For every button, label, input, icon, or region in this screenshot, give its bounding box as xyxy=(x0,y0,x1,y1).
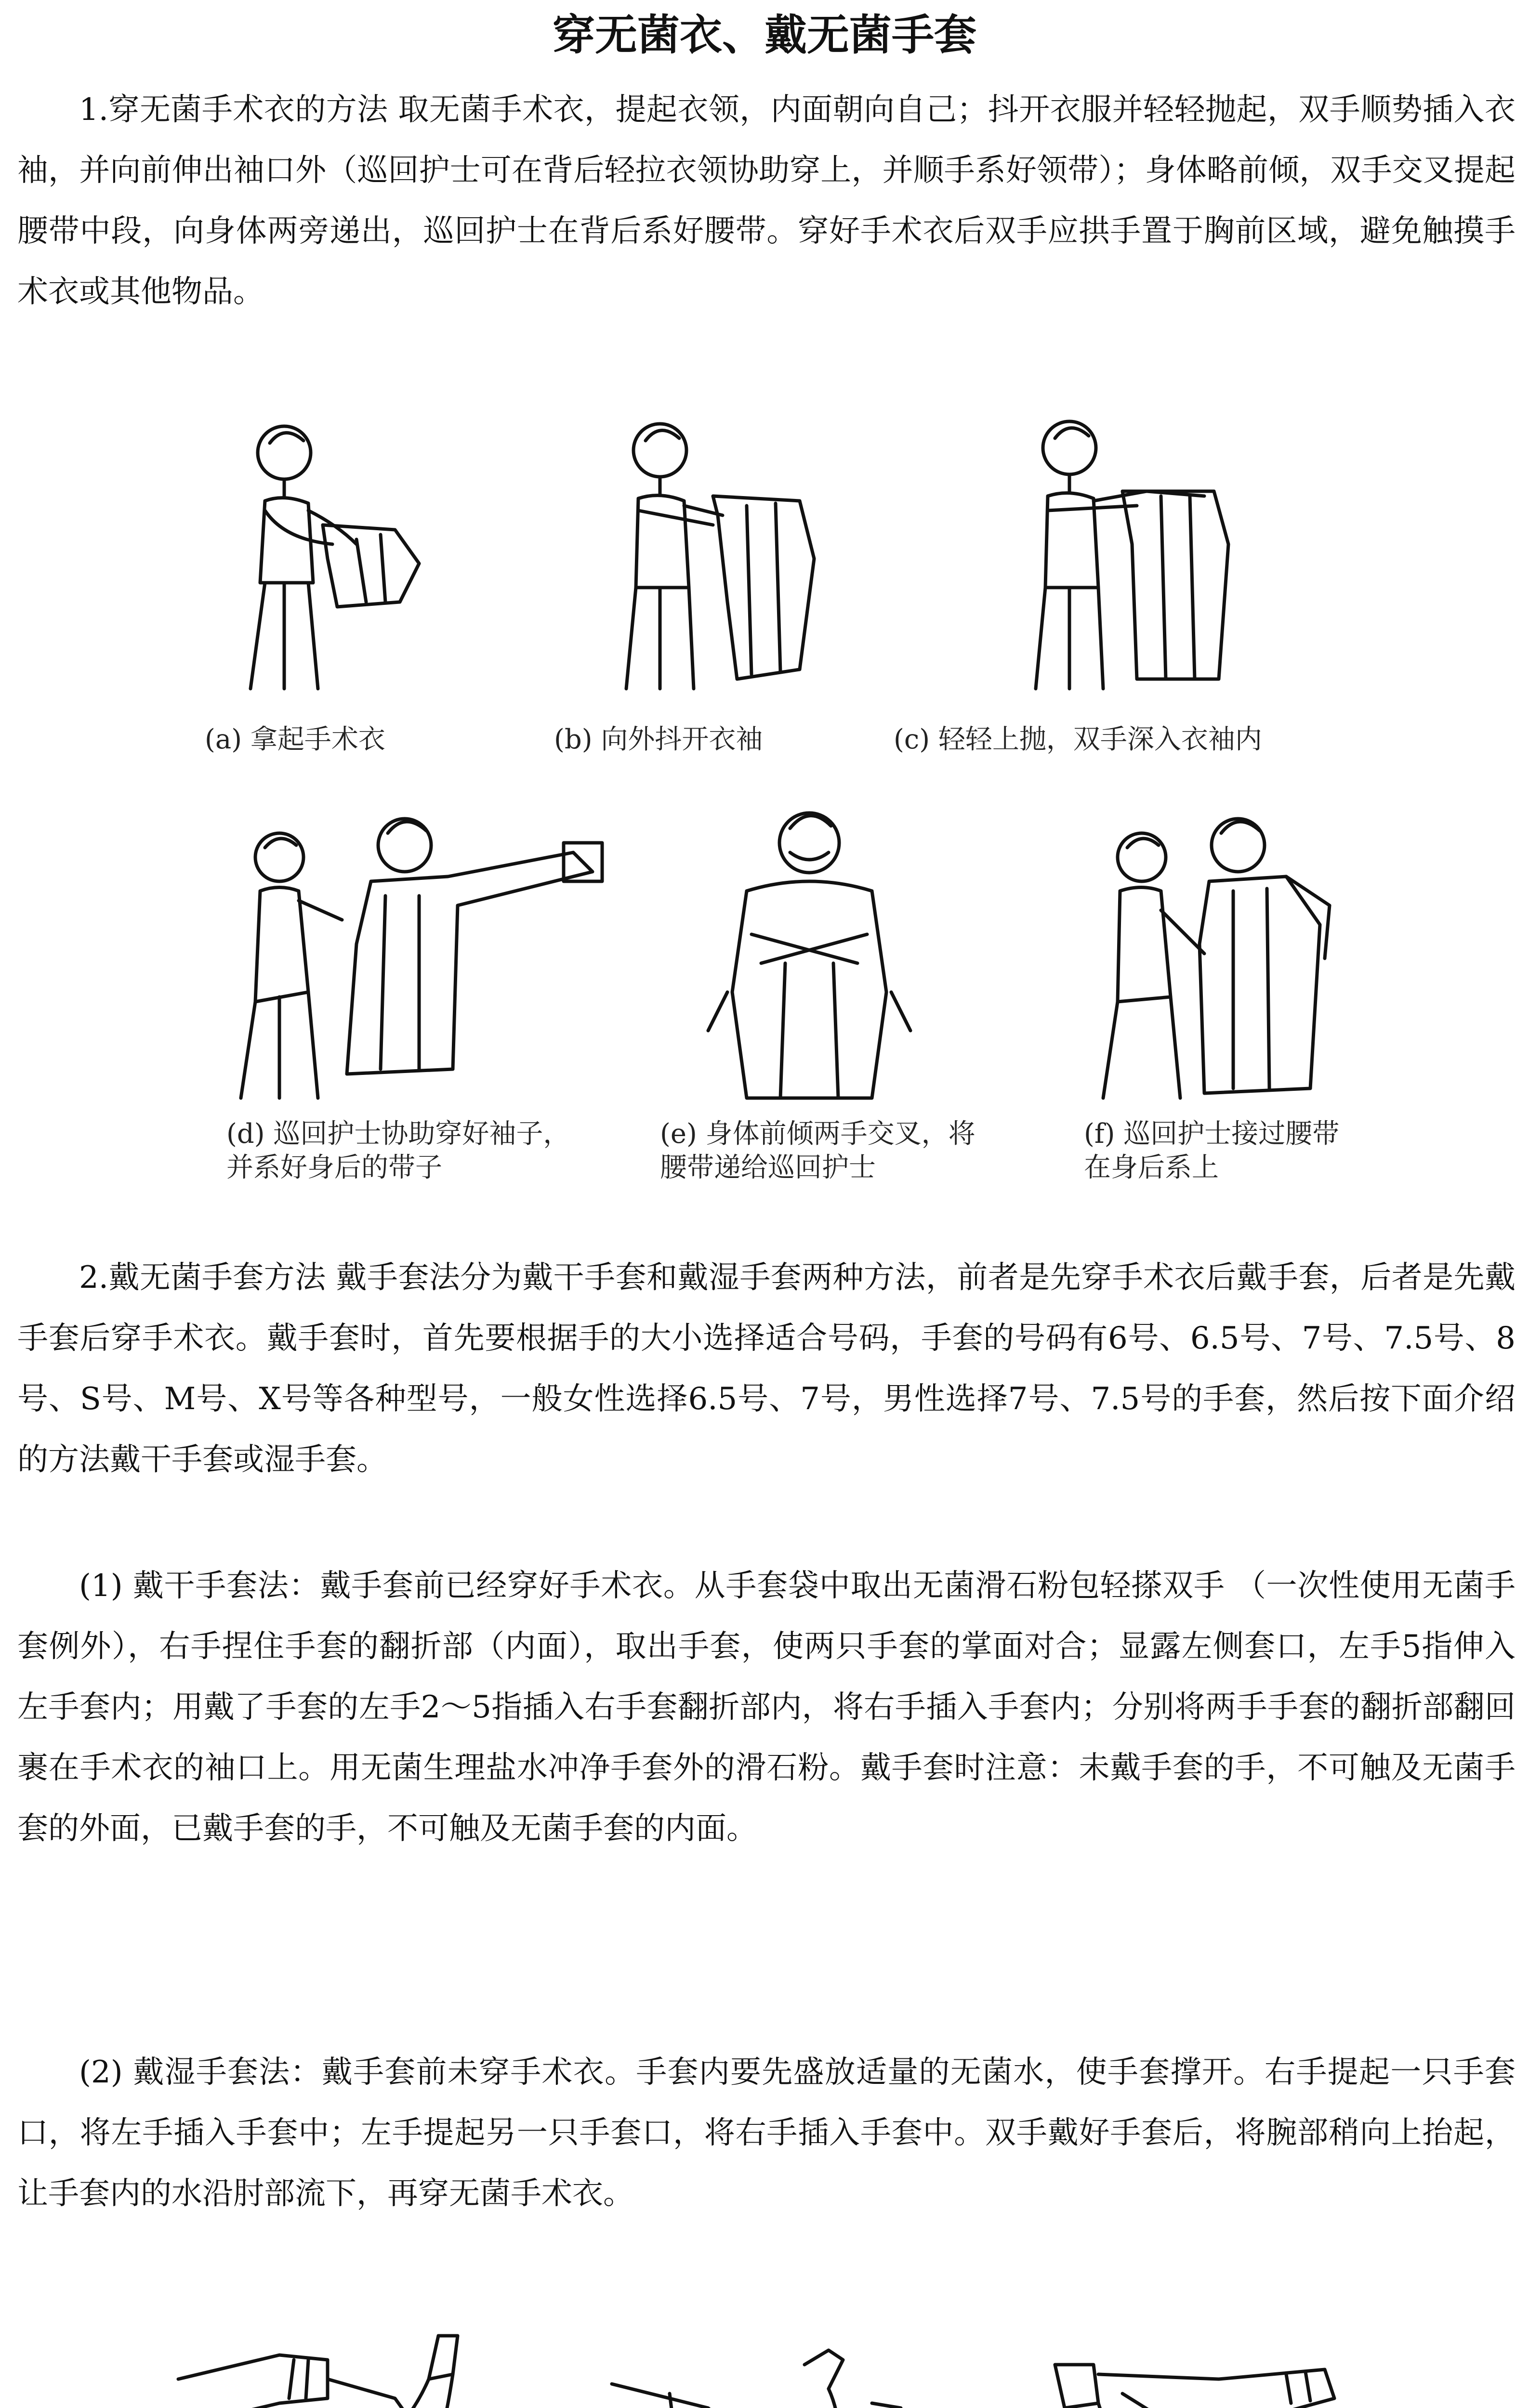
gown-figure-c xyxy=(1002,400,1272,698)
section2-wet-text: (2) 戴湿手套法：戴手套前未穿手术衣。手套内要先盛放适量的无菌水，使手套撑开。右手提起一只手套口，将左手插入手套中；左手提起另一只手套口，将右手插入手套中。双手戴好手套后，将腕部稍向上抬起，让手套内的水沿肘部流下，再穿无菌手术衣。 xyxy=(17,2055,1516,2212)
glove-figure-a xyxy=(169,2326,467,2408)
section2-dry-paragraph xyxy=(17,1556,1516,1859)
section2-dry-text: (1) 戴干手套法：戴手套前已经穿好手术衣。从手套袋中取出无菌滑石粉包轻搽双手 （一次性使用无菌手套例外），右手捏住手套的翻折部（内面），取出手套，使两只手套的掌面对合；显露左侧套口，左手5指伸入左手套内；用戴了手套的左手2～5指插入右手套翻折部内，将右手插入手套内；分别将两手手套的翻折部翻回裹在手术衣的袖口上。用无菌生理盐水冲净手套外的滑石粉。戴手套时注意：未戴手套的手，不可触及无菌手套的外面，已戴手套的手，不可触及无菌手套的内面。 xyxy=(17,1568,1516,1846)
gown-figure-f xyxy=(1079,799,1349,1108)
gown-figure-a xyxy=(212,400,482,698)
glove-figure-c xyxy=(1036,2336,1344,2408)
section2-intro xyxy=(17,1247,1516,1490)
glove-figure-b xyxy=(602,2345,910,2408)
gown-figure-b xyxy=(593,400,862,698)
gown-caption-f: (f) 巡回护士接过腰带在身后系上 xyxy=(1084,1118,1340,1183)
section1-text: 1.穿无菌手术衣的方法 取无菌手术衣，提起衣领，内面朝向自己；抖开衣服并轻轻抛起，双手顺势插入衣袖，并向前伸出袖口外（巡回护士可在背后轻拉衣领协助穿上，并顺手系好领带）；身体略前倾，双手交叉提起腰带中段，向身体两旁递出，巡回护士在背后系好腰带。穿好手术衣后双手应拱手置于胸前区域，避免触摸手术衣或其他物品。 xyxy=(17,92,1516,310)
page-title: 穿无菌衣、戴无菌手套 xyxy=(552,10,976,60)
gown-caption-a: (a) 拿起手术衣 xyxy=(205,724,385,755)
section2-wet-paragraph xyxy=(17,2042,1516,2224)
gown-figure-d xyxy=(226,799,641,1108)
gown-figure-e xyxy=(699,790,920,1108)
section2-intro-text: 2.戴无菌手套方法 戴手套法分为戴干手套和戴湿手套两种方法，前者是先穿手术衣后戴手套，后者是先戴手套后穿手术衣。戴手套时，首先要根据手的大小选择适合号码，手套的号码有6号、6.5号、7号、7.5号、8号、S号、M号、X号等各种型号，一般女性选择6.5号、7号，男性选择7号、7.5号的手套，然后按下面介绍的方法戴干手套或湿手套。 xyxy=(17,1260,1516,1478)
gown-caption-d: (d) 巡回护士协助穿好袖子，并系好身后的带子 xyxy=(226,1118,570,1183)
gown-caption-b: (b) 向外抖开衣袖 xyxy=(554,724,763,755)
gown-caption-e: (e) 身体前倾两手交叉，将腰带递给巡回护士 xyxy=(660,1118,975,1183)
section1-paragraph xyxy=(17,79,1516,322)
gown-caption-c: (c) 轻轻上抛，双手深入衣袖内 xyxy=(894,724,1262,755)
